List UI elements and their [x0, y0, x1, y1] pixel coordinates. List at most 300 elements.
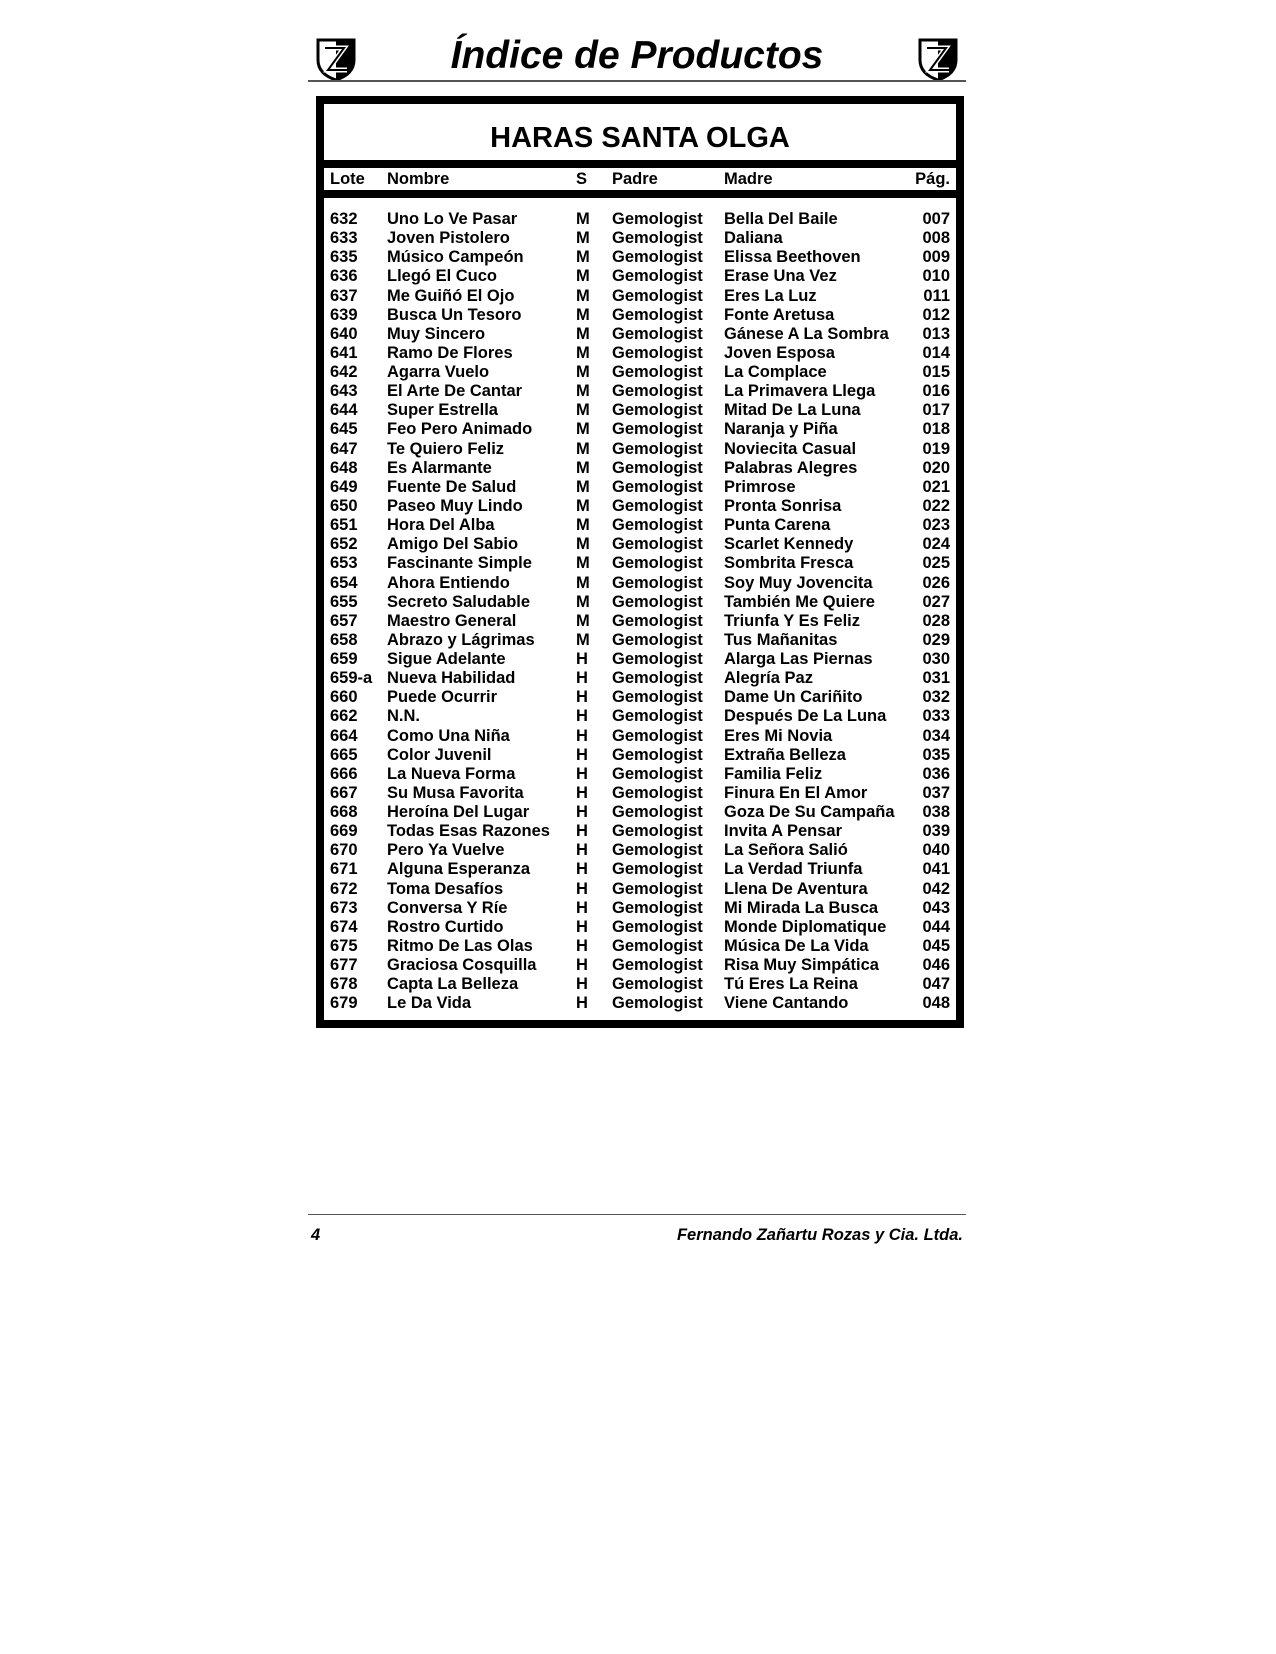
cell-pag: 047 [922, 975, 950, 994]
cell-nombre: El Arte De Cantar [387, 382, 523, 401]
cell-madre: Después De La Luna [724, 707, 887, 726]
cell-s: H [576, 860, 588, 879]
cell-madre: Fonte Aretusa [724, 305, 835, 324]
cell-s: H [576, 879, 588, 898]
cell-nombre: Uno Lo Ve Pasar [387, 210, 518, 228]
cell-padre: Gemologist [612, 611, 703, 630]
cell-madre: Goza De Su Campaña [724, 803, 895, 821]
cell-padre: Gemologist [612, 305, 703, 324]
cell-padre: Gemologist [612, 841, 703, 860]
cell-s: H [576, 669, 588, 688]
cell-madre: Punta Carena [724, 516, 831, 535]
cell-madre: Llena De Aventura [724, 879, 868, 898]
footer-rule [308, 1214, 966, 1215]
cell-nombre: Busca Un Tesoro [387, 305, 522, 324]
cell-s: M [576, 324, 590, 343]
cell-padre: Gemologist [612, 745, 703, 764]
cell-s: M [576, 458, 590, 477]
cell-s: M [576, 248, 590, 267]
cell-madre: Mi Mirada La Busca [724, 898, 879, 917]
section-title: HARAS SANTA OLGA [490, 122, 790, 154]
cell-padre: Gemologist [612, 535, 703, 554]
cell-lote: 670 [330, 841, 358, 860]
cell-padre: Gemologist [612, 783, 703, 802]
table-row [324, 344, 956, 363]
cell-lote: 664 [330, 726, 358, 745]
cell-padre: Gemologist [612, 248, 703, 267]
cell-pag: 024 [922, 535, 950, 554]
cell-lote: 662 [330, 707, 358, 726]
cell-padre: Gemologist [612, 458, 703, 477]
cell-pag: 010 [922, 267, 950, 286]
table-row [324, 612, 956, 631]
cell-padre: Gemologist [612, 382, 703, 401]
cell-nombre: Ahora Entiendo [387, 573, 510, 592]
cell-pag: 023 [922, 516, 950, 535]
cell-madre: Música De La Vida [724, 936, 869, 955]
cell-lote: 677 [330, 956, 358, 975]
cell-s: M [576, 267, 590, 286]
cell-padre: Gemologist [612, 343, 703, 362]
cell-padre: Gemologist [612, 554, 703, 573]
cell-madre: Invita A Pensar [724, 822, 842, 841]
cell-s: M [576, 382, 590, 401]
table-row [324, 478, 956, 497]
cell-nombre: Te Quiero Feliz [387, 439, 505, 458]
cell-nombre: Paseo Muy Lindo [387, 496, 523, 515]
cell-lote: 645 [330, 420, 358, 439]
cell-nombre: Todas Esas Razones [387, 822, 550, 841]
cell-madre: Primrose [724, 477, 796, 496]
cell-pag: 008 [922, 229, 950, 248]
table-row [324, 325, 956, 344]
table-row [324, 899, 956, 918]
cell-madre: Tú Eres La Reina [724, 975, 858, 994]
cell-pag: 011 [923, 286, 950, 305]
column-header-pag: Pág. [915, 170, 950, 188]
cell-s: H [576, 994, 588, 1013]
cell-padre: Gemologist [612, 516, 703, 535]
cell-lote: 652 [330, 535, 358, 554]
cell-pag: 015 [922, 363, 950, 381]
cell-padre: Gemologist [612, 420, 703, 439]
cell-madre: Mitad De La Luna [724, 401, 861, 420]
cell-pag: 040 [922, 841, 950, 860]
cell-pag: 031 [922, 669, 950, 688]
table-row [324, 574, 956, 593]
cell-padre: Gemologist [612, 936, 703, 955]
table-row [324, 363, 956, 382]
cell-pag: 041 [922, 860, 950, 879]
cell-lote: 659 [330, 650, 358, 668]
cell-madre: Alarga Las Piernas [724, 650, 873, 668]
cell-lote: 674 [330, 917, 358, 936]
header-rule [308, 80, 966, 82]
cell-madre: Scarlet Kennedy [724, 535, 854, 554]
cell-pag: 046 [922, 956, 950, 975]
table-row [324, 248, 956, 267]
cell-s: M [576, 611, 590, 630]
header-separator [324, 190, 956, 198]
title-separator [324, 160, 956, 168]
product-index-panel [316, 96, 964, 1028]
cell-madre: Finura En El Amor [724, 783, 868, 802]
cell-lote: 633 [330, 229, 358, 248]
table-header-row [324, 170, 956, 189]
cell-nombre: Heroína Del Lugar [387, 803, 530, 821]
cell-s: H [576, 917, 588, 936]
table-row [324, 210, 956, 229]
cell-pag: 016 [922, 382, 950, 401]
table-row [324, 420, 956, 439]
cell-pag: 014 [922, 343, 950, 362]
cell-nombre: Capta La Belleza [387, 975, 519, 994]
cell-nombre: Nueva Habilidad [387, 669, 516, 688]
cell-madre: Monde Diplomatique [724, 917, 887, 936]
cell-lote: 640 [330, 324, 358, 343]
column-header-lote: Lote [330, 170, 365, 188]
cell-padre: Gemologist [612, 707, 703, 726]
cell-pag: 032 [922, 688, 950, 707]
cell-padre: Gemologist [612, 496, 703, 515]
table-row [324, 229, 956, 248]
cell-nombre: Sigue Adelante [387, 650, 506, 668]
cell-nombre: Conversa Y Ríe [387, 898, 508, 917]
column-header-nombre: Nombre [387, 170, 450, 188]
cell-madre: Pronta Sonrisa [724, 496, 842, 515]
panel-inner [324, 104, 956, 1020]
cell-lote: 635 [330, 248, 358, 267]
cell-lote: 672 [330, 879, 358, 898]
cell-nombre: Ritmo De Las Olas [387, 936, 533, 955]
cell-pag: 020 [922, 458, 950, 477]
table-row [324, 382, 956, 401]
table-row [324, 497, 956, 516]
cell-s: M [576, 343, 590, 362]
page-footer [308, 1214, 966, 1250]
cell-madre: Soy Muy Jovencita [724, 573, 873, 592]
cell-pag: 028 [922, 611, 950, 630]
cell-madre: Elissa Beethoven [724, 248, 861, 267]
column-header-madre: Madre [724, 170, 773, 188]
cell-lote: 648 [330, 458, 358, 477]
cell-s: M [576, 229, 590, 248]
cell-padre: Gemologist [612, 477, 703, 496]
cell-madre: Erase Una Vez [724, 267, 837, 286]
table-row [324, 784, 956, 803]
cell-pag: 042 [922, 879, 950, 898]
cell-s: H [576, 688, 588, 707]
cell-pag: 034 [922, 726, 950, 745]
cell-padre: Gemologist [612, 630, 703, 649]
cell-nombre: Rostro Curtido [387, 917, 504, 936]
cell-nombre: Joven Pistolero [387, 229, 510, 248]
cell-s: M [576, 554, 590, 573]
cell-lote: 654 [330, 573, 358, 592]
cell-madre: La Complace [724, 363, 827, 381]
cell-nombre: Amigo Del Sabio [387, 535, 519, 554]
cell-s: H [576, 956, 588, 975]
table-row [324, 535, 956, 554]
cell-pag: 036 [922, 764, 950, 783]
cell-lote: 649 [330, 477, 358, 496]
cell-s: M [576, 439, 590, 458]
cell-padre: Gemologist [612, 994, 703, 1013]
cell-pag: 019 [922, 439, 950, 458]
cell-nombre: Alguna Esperanza [387, 860, 531, 879]
cell-padre: Gemologist [612, 822, 703, 841]
cell-pag: 033 [922, 707, 950, 726]
cell-padre: Gemologist [612, 917, 703, 936]
page-title: Índice de Productos [450, 34, 824, 77]
cell-padre: Gemologist [612, 439, 703, 458]
cell-lote: 660 [330, 688, 358, 707]
cell-pag: 035 [922, 745, 950, 764]
cell-pag: 017 [922, 401, 950, 420]
cell-lote: 679 [330, 994, 358, 1013]
cell-s: H [576, 803, 588, 821]
cell-lote: 637 [330, 286, 358, 305]
cell-lote: 675 [330, 936, 358, 955]
cell-padre: Gemologist [612, 726, 703, 745]
cell-s: H [576, 898, 588, 917]
cell-s: M [576, 516, 590, 535]
table-row [324, 841, 956, 860]
cell-pag: 039 [922, 822, 950, 841]
cell-nombre: Fuente De Salud [387, 477, 517, 496]
cell-lote: 658 [330, 630, 358, 649]
cell-s: H [576, 726, 588, 745]
cell-nombre: Fascinante Simple [387, 554, 532, 573]
cell-madre: La Primavera Llega [724, 382, 876, 401]
cell-nombre: Ramo De Flores [387, 343, 513, 362]
cell-nombre: N.N. [387, 707, 420, 726]
table-row [324, 459, 956, 478]
cell-madre: La Señora Salió [724, 841, 848, 860]
cell-padre: Gemologist [612, 401, 703, 420]
cell-pag: 029 [922, 630, 950, 649]
cell-madre: Familia Feliz [724, 764, 823, 783]
page-number: 4 [311, 1226, 321, 1244]
cell-padre: Gemologist [612, 267, 703, 286]
cell-padre: Gemologist [612, 573, 703, 592]
cell-nombre: Feo Pero Animado [387, 420, 533, 439]
cell-nombre: Abrazo y Lágrimas [387, 630, 535, 649]
cell-lote: 657 [330, 611, 358, 630]
cell-lote: 655 [330, 592, 358, 611]
cell-lote: 666 [330, 764, 358, 783]
cell-nombre: Puede Ocurrir [387, 688, 498, 707]
cell-nombre: Músico Campeón [387, 248, 524, 267]
table-row [324, 401, 956, 420]
cell-nombre: Le Da Vida [387, 994, 472, 1013]
cell-padre: Gemologist [612, 803, 703, 821]
cell-pag: 013 [922, 324, 950, 343]
page-header [308, 30, 966, 84]
cell-s: H [576, 783, 588, 802]
table-row [324, 669, 956, 688]
cell-madre: También Me Quiere [724, 592, 875, 611]
cell-madre: Sombrita Fresca [724, 554, 854, 573]
cell-s: M [576, 630, 590, 649]
cell-madre: Noviecita Casual [724, 439, 857, 458]
cell-nombre: Graciosa Cosquilla [387, 956, 537, 975]
cell-lote: 641 [330, 343, 358, 362]
company-name: Fernando Zañartu Rozas y Cia. Ltda. [676, 1226, 963, 1244]
cell-nombre: La Nueva Forma [387, 764, 516, 783]
cell-s: M [576, 401, 590, 420]
cell-madre: Dame Un Cariñito [724, 688, 863, 707]
table-row [324, 440, 956, 459]
cell-padre: Gemologist [612, 879, 703, 898]
cell-lote: 667 [330, 783, 358, 802]
table-row [324, 765, 956, 784]
table-row [324, 880, 956, 899]
cell-lote: 636 [330, 267, 358, 286]
cell-nombre: Como Una Niña [387, 726, 510, 745]
cell-s: H [576, 707, 588, 726]
cell-madre: Eres La Luz [724, 286, 817, 305]
table-row [324, 727, 956, 746]
cell-lote: 671 [330, 860, 358, 879]
cell-nombre: Secreto Saludable [387, 592, 531, 611]
cell-pag: 044 [922, 917, 950, 936]
cell-s: M [576, 420, 590, 439]
cell-padre: Gemologist [612, 975, 703, 994]
cell-madre: Gánese A La Sombra [724, 324, 889, 343]
cell-pag: 038 [922, 803, 950, 821]
cell-madre: Risa Muy Simpática [724, 956, 879, 975]
cell-nombre: Su Musa Favorita [387, 783, 524, 802]
cell-nombre: Super Estrella [387, 401, 498, 420]
cell-padre: Gemologist [612, 592, 703, 611]
table-row [324, 937, 956, 956]
cell-madre: Viene Cantando [724, 994, 849, 1013]
cell-padre: Gemologist [612, 324, 703, 343]
table-row [324, 975, 956, 994]
cell-lote: 639 [330, 305, 358, 324]
table-row [324, 707, 956, 726]
cell-nombre: Es Alarmante [387, 458, 492, 477]
cell-madre: Tus Mañanitas [724, 630, 838, 649]
cell-pag: 025 [922, 554, 950, 573]
cell-s: M [576, 286, 590, 305]
cell-padre: Gemologist [612, 669, 703, 688]
cell-madre: Extraña Belleza [724, 745, 846, 764]
cell-madre: Joven Esposa [724, 343, 835, 362]
cell-s: M [576, 305, 590, 324]
cell-pag: 007 [922, 210, 950, 228]
cell-nombre: Hora Del Alba [387, 516, 495, 535]
cell-lote: 644 [330, 401, 358, 420]
cell-padre: Gemologist [612, 210, 703, 228]
cell-madre: Eres Mi Novia [724, 726, 833, 745]
column-header-s: S [576, 170, 588, 188]
cell-pag: 026 [922, 573, 950, 592]
table-row [324, 306, 956, 325]
cell-s: H [576, 936, 588, 955]
cell-pag: 021 [922, 477, 950, 496]
cell-nombre: Pero Ya Vuelve [387, 841, 505, 860]
table-row [324, 516, 956, 535]
cell-lote: 668 [330, 803, 358, 821]
table-row [324, 631, 956, 650]
cell-padre: Gemologist [612, 898, 703, 917]
cell-lote: 642 [330, 363, 358, 381]
table-row [324, 822, 956, 841]
cell-s: M [576, 592, 590, 611]
table-row [324, 860, 956, 879]
cell-nombre: Llegó El Cuco [387, 267, 498, 286]
cell-lote: 669 [330, 822, 358, 841]
cell-pag: 012 [922, 305, 950, 324]
cell-lote: 665 [330, 745, 358, 764]
company-logo-icon [914, 34, 962, 82]
cell-lote: 653 [330, 554, 358, 573]
table-row [324, 956, 956, 975]
table-row [324, 267, 956, 286]
cell-pag: 030 [922, 650, 950, 668]
table-row [324, 554, 956, 573]
table-row [324, 994, 956, 1013]
cell-s: H [576, 745, 588, 764]
cell-pag: 045 [922, 936, 950, 955]
cell-pag: 048 [922, 994, 950, 1013]
cell-lote: 632 [330, 210, 358, 228]
cell-padre: Gemologist [612, 688, 703, 707]
cell-nombre: Color Juvenil [387, 745, 492, 764]
table-row [324, 688, 956, 707]
cell-lote: 651 [330, 516, 358, 535]
cell-madre: Alegría Paz [724, 669, 813, 688]
cell-nombre: Agarra Vuelo [387, 363, 490, 381]
cell-padre: Gemologist [612, 229, 703, 248]
cell-s: H [576, 822, 588, 841]
cell-lote: 650 [330, 496, 358, 515]
cell-padre: Gemologist [612, 650, 703, 668]
cell-madre: Bella Del Baile [724, 210, 838, 228]
cell-s: H [576, 975, 588, 994]
cell-madre: Triunfa Y Es Feliz [724, 611, 861, 630]
cell-pag: 022 [922, 496, 950, 515]
cell-lote: 659-a [330, 669, 373, 688]
table-row [324, 593, 956, 612]
cell-s: H [576, 764, 588, 783]
column-header-padre: Padre [612, 170, 658, 188]
cell-nombre: Toma Desafíos [387, 879, 504, 898]
cell-s: M [576, 496, 590, 515]
table-row [324, 803, 956, 822]
cell-nombre: Me Guiñó El Ojo [387, 286, 515, 305]
cell-s: H [576, 841, 588, 860]
cell-madre: La Verdad Triunfa [724, 860, 863, 879]
cell-lote: 647 [330, 439, 358, 458]
cell-madre: Naranja y Piña [724, 420, 838, 439]
cell-nombre: Maestro General [387, 611, 517, 630]
cell-lote: 673 [330, 898, 358, 917]
cell-padre: Gemologist [612, 363, 703, 381]
table-row [324, 918, 956, 937]
cell-s: M [576, 363, 590, 381]
cell-s: M [576, 535, 590, 554]
cell-s: M [576, 210, 590, 228]
cell-lote: 678 [330, 975, 358, 994]
table-row [324, 746, 956, 765]
cell-pag: 043 [922, 898, 950, 917]
cell-pag: 027 [922, 592, 950, 611]
cell-padre: Gemologist [612, 956, 703, 975]
table-row [324, 287, 956, 306]
